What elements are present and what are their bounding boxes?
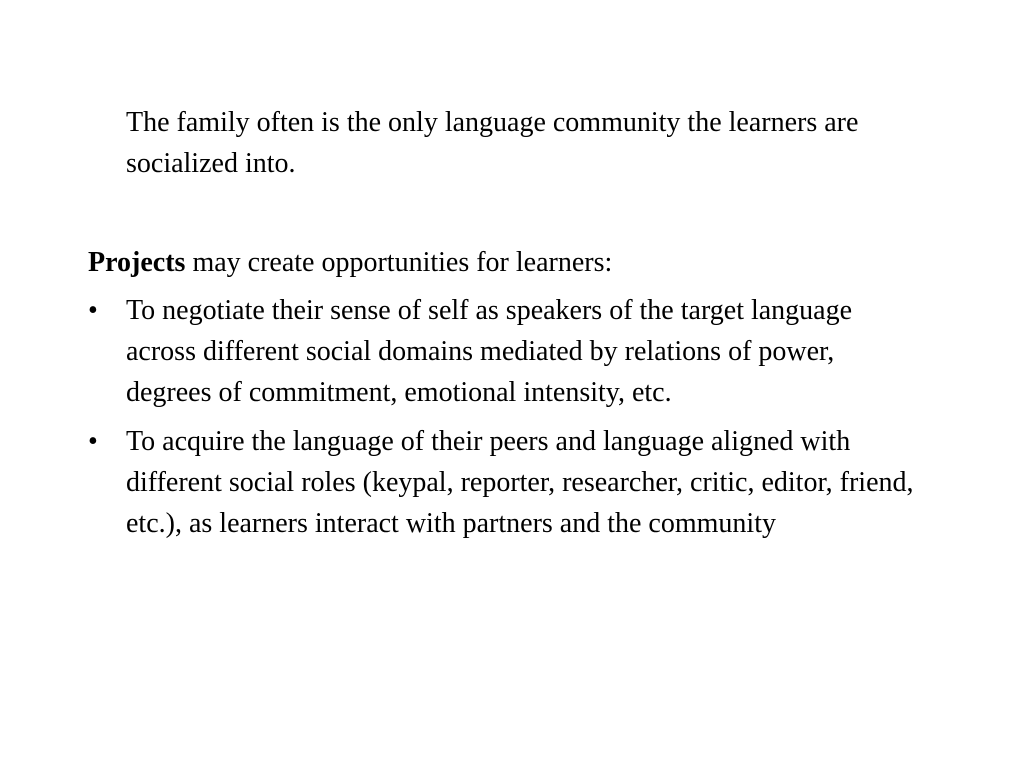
projects-heading-rest: may create opportunities for learners: (185, 247, 613, 278)
bullet-text: To negotiate their sense of self as speakers of the target language across different social domains mediated by relations of power, degrees of commitment, emotional intensity, etc. (126, 295, 853, 408)
bullet-list (88, 290, 918, 552)
bullet-icon: • (88, 295, 98, 326)
projects-heading (88, 242, 948, 283)
intro-paragraph: The family often is the only language community the learners are socialized into. (126, 107, 859, 179)
bullet-item (88, 290, 918, 413)
bullet-text: To acquire the language of their peers and language aligned with different social roles (keypal, reporter, researcher, critic, editor, friend, etc.), as learners interact with partners and the community (126, 426, 914, 539)
projects-heading-bold: Projects (88, 247, 186, 278)
bullet-item (88, 421, 918, 544)
bullet-icon: • (88, 426, 98, 457)
